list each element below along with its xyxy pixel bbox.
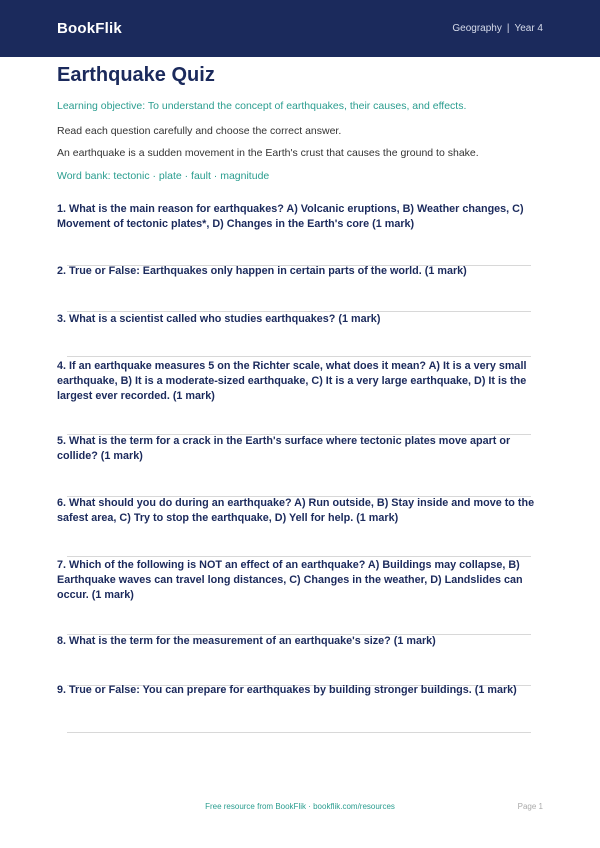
year-label: Year 4 (514, 23, 543, 34)
brand-logo[interactable]: BookFlik (57, 20, 122, 37)
question-7: 7. Which of the following is NOT an effect of an earthquake? A) Buildings may collapse, B) Earthquake waves can travel long distances, C) Changes in the weather, D) Landslides can occur. (1 mark) (57, 559, 523, 601)
answer-line-3[interactable] (67, 356, 531, 357)
question-2: 2. True or False: Earthquakes only happen in certain parts of the world. (1 mark) (57, 265, 467, 277)
question-4: 4. If an earthquake measures 5 on the Richter scale, what does it mean? A) It is a very small earthquake, B) It is a moderate-sized earthquake, C) It is a very large earthquake, D) It is the largest ever recorded. (1 mark) (57, 360, 527, 402)
question-9: 9. True or False: You can prepare for earthquakes by building stronger buildings. (1 mark) (57, 684, 517, 696)
learning-objective: Learning objective: To understand the concept of earthquakes, their causes, and effects. (57, 100, 467, 112)
meta-separator: | (506, 23, 510, 34)
answer-line-6[interactable] (67, 556, 531, 557)
subject-year-meta (452, 23, 543, 34)
definition: An earthquake is a sudden movement in the Earth's crust that causes the ground to shake. (57, 147, 479, 159)
instructions: Read each question carefully and choose the correct answer. (57, 125, 342, 137)
question-1: 1. What is the main reason for earthquakes? A) Volcanic eruptions, B) Weather changes, C) Movement of tectonic plates*, D) Changes in the Earth's core (1 mark) (57, 203, 524, 230)
question-6: 6. What should you do during an earthquake? A) Run outside, B) Stay inside and move to the safest area, C) Try to stop the earthquake, D) Yell for help. (1 mark) (57, 497, 535, 524)
page-title: Earthquake Quiz (57, 64, 215, 86)
word-bank: Word bank: tectonic · plate · fault · magnitude (57, 170, 270, 182)
question-8: 8. What is the term for the measurement of an earthquake's size? (1 mark) (57, 635, 436, 647)
subject-label: Geography (452, 23, 502, 34)
answer-line-9[interactable] (67, 732, 531, 733)
footer-credit[interactable]: Free resource from BookFlik · bookflik.com/resources (205, 802, 395, 811)
question-3: 3. What is a scientist called who studies earthquakes? (1 mark) (57, 313, 381, 325)
page-header (0, 0, 600, 57)
question-5: 5. What is the term for a crack in the Earth's surface where tectonic plates move apart or collide? (1 mark) (57, 435, 511, 462)
page-number: Page 1 (517, 802, 543, 811)
